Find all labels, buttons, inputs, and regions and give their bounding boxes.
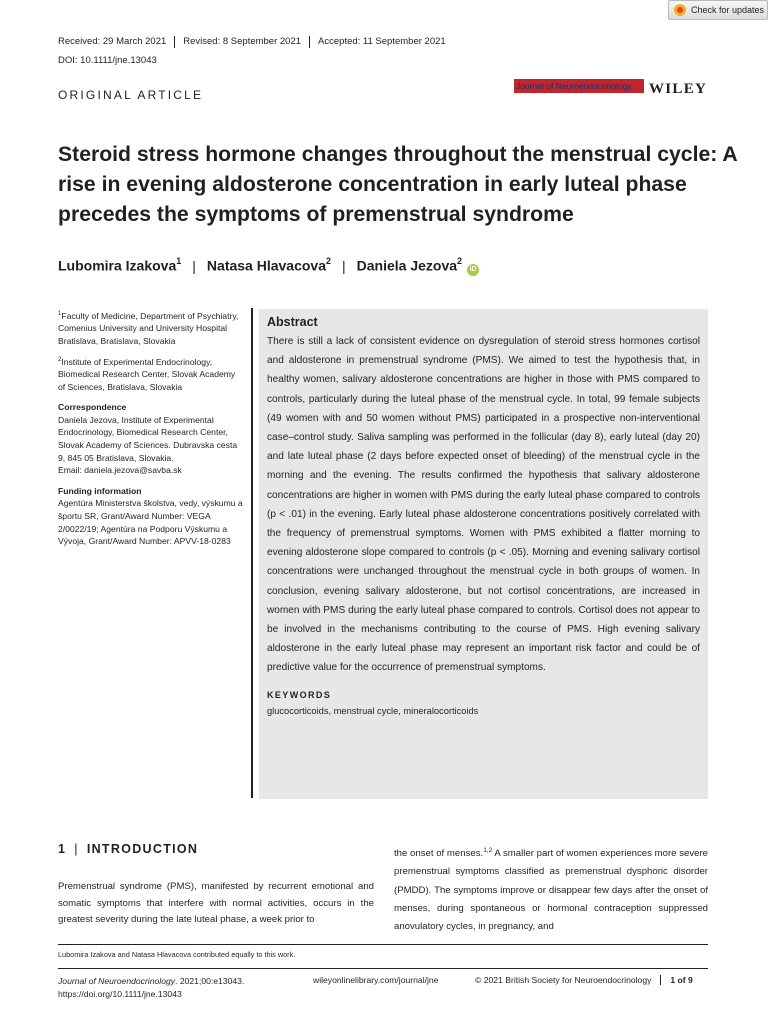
check-for-updates-label: Check for updates <box>691 5 765 15</box>
keywords-text: glucocorticoids, menstrual cycle, mineralocorticoids <box>267 705 479 716</box>
correspondence-text: Daniela Jezova, Institute of Experimental Endocrinology, Biomedical Research Center, Slovak Academy of Sciences. Dubravska cesta 9, 845 05 Bratislava, Slovakia. <box>58 414 238 463</box>
revised-date: Revised: 8 September 2021 <box>174 36 309 48</box>
column-divider <box>251 308 253 798</box>
reference-link[interactable]: 1,2 <box>483 847 493 854</box>
journal-logo: Journal of Neuroendocrinology <box>514 79 644 93</box>
received-date: Received: 29 March 2021 <box>58 36 167 47</box>
funding-heading: Funding information <box>58 485 142 496</box>
page-number: 1 of 9 <box>660 975 692 985</box>
keywords-heading: KEYWORDS <box>267 689 332 700</box>
affiliation-1: $^1$Faculty of Medicine, Department of Psychiatry, Comenius University and University Hospital Bratislava, Bratislava, Slovakia <box>58 310 239 347</box>
footer-citation: Journal of Neuroendocrinology. 2021;00:e13043. https://doi.org/10.1111/jne.13043 <box>58 976 245 999</box>
correspondence-heading: Correspondence <box>58 402 127 413</box>
footnote: Lubomira Izakova and Natasa Hlavacova contributed equally to this work. <box>58 950 296 959</box>
accepted-date: Accepted: 11 September 2021 <box>309 36 454 48</box>
footer-copyright: © 2021 British Society for Neuroendocrinology 1 of 9 <box>475 975 693 985</box>
introduction-text-left: Premenstrual syndrome (PMS), manifested by recurrent emotional and somatic symptoms that interfere with normal activities, occurs in the greatest severity during the late luteal phase, a week prior to <box>58 881 374 925</box>
author-name[interactable]: Lubomira Izakova$^1$ <box>58 256 182 274</box>
correspondence-email[interactable]: Email: daniela.jezova@savba.sk <box>58 465 182 476</box>
article-type: ORIGINAL ARTICLE <box>58 88 204 102</box>
article-dates <box>58 36 454 48</box>
introduction-text-right: the onset of menses.$^{1,2}$ A smaller part of women experiences more severe premenstrual symptoms classified as premenstrual dysphoric disorder (PMDD). The symptoms improve or disappear few days after the onset of menses, during spontaneous or hormonal contraception suppressed anovulatory cycles, in pregnancy, and <box>394 847 708 933</box>
author-name[interactable]: Natasa Hlavacova$^2$ <box>206 256 332 274</box>
abstract-heading: Abstract <box>267 315 318 329</box>
article-info-column <box>58 308 244 554</box>
introduction-heading: 1 | INTRODUCTION <box>58 842 199 856</box>
abstract-box <box>259 309 708 799</box>
article-title: Steroid stress hormone changes throughout the menstrual cycle: A rise in evening aldosterone concentration in early luteal phase precedes the symptoms of premenstrual syndrome <box>58 143 737 226</box>
footer-doi-link[interactable]: https://doi.org/10.1111/jne.13043 <box>58 988 182 999</box>
footnote-rule <box>58 944 708 945</box>
abstract-text: There is still a lack of consistent evidence on dysregulation of steroid stress hormones cortisol and aldosterone in premenstrual syndrome (PMS). We aimed to test the hypothesis that, in healthy women, salivary aldosterone concentrations are higher in those with PMS compared to controls, particularly during the luteal phase of the menstrual cycle. In total, 99 female subjects (49 women with and 50 women without PMS) participated in a prospective non-interventional case–control study. Saliva sampling was performed in the follicular (day 8), early luteal (day 20) and late luteal phase (2 days before expected onset of bleeding) of the menstrual cycle in the morning and the evening. The results confirmed the hypothesis that salivary aldosterone concentrations are higher in women with PMS during the early luteal phase compared to controls (p < .01) in the evening. Early luteal phase aldosterone concentrations positively correlated with the frequency of premenstrual symptoms. Women with PMS exhibited a flatter morning to evening aldosterone slope compared to controls (p < .05). Morning and evening salivary cortisol concentrations were unchanged throughout the menstrual cycle in both groups of women. In conclusion, evening salivary aldosterone, but not cortisol concentrations, are increased in women with PMS during the early luteal phase compared to controls. Cortisol does not appear to be involved in the mechanisms contributing to the course of PMS. High evening salivary aldosterone in the early luteal phase may represent an important risk factor and could be of predictive value for the occurrence of premenstrual symptoms. <box>267 336 700 674</box>
orcid-icon[interactable]: iD <box>467 264 479 276</box>
author-name[interactable]: Daniela Jezova$^2$ <box>356 256 463 274</box>
author-list: Lubomira Izakova$^1$ | Natasa Hlavacova$^2$ | Daniela Jezova$^2$ iD <box>58 257 479 276</box>
check-for-updates-button[interactable] <box>668 0 768 20</box>
funding-text: Agentúra Ministerstva školstva, vedy, výskumu a športu SR, Grant/Award Number: VEGA 2/0022/19; Agentúra na Podporu Výskumu a Vývoja, Grant/Award Number: APVV-18-0283 <box>58 498 243 547</box>
footer-rule <box>58 968 708 969</box>
footer-site-link[interactable]: wileyonlinelibrary.com/journal/jne <box>313 975 439 985</box>
crossmark-icon <box>674 4 686 16</box>
publisher-logo: WILEY <box>649 81 708 97</box>
doi-header[interactable]: DOI: 10.1111/jne.13043 <box>58 55 157 66</box>
affiliation-2: $^2$Institute of Experimental Endocrinology, Biomedical Research Center, Slovak Academy of Sciences, Bratislava, Slovakia <box>58 356 236 392</box>
